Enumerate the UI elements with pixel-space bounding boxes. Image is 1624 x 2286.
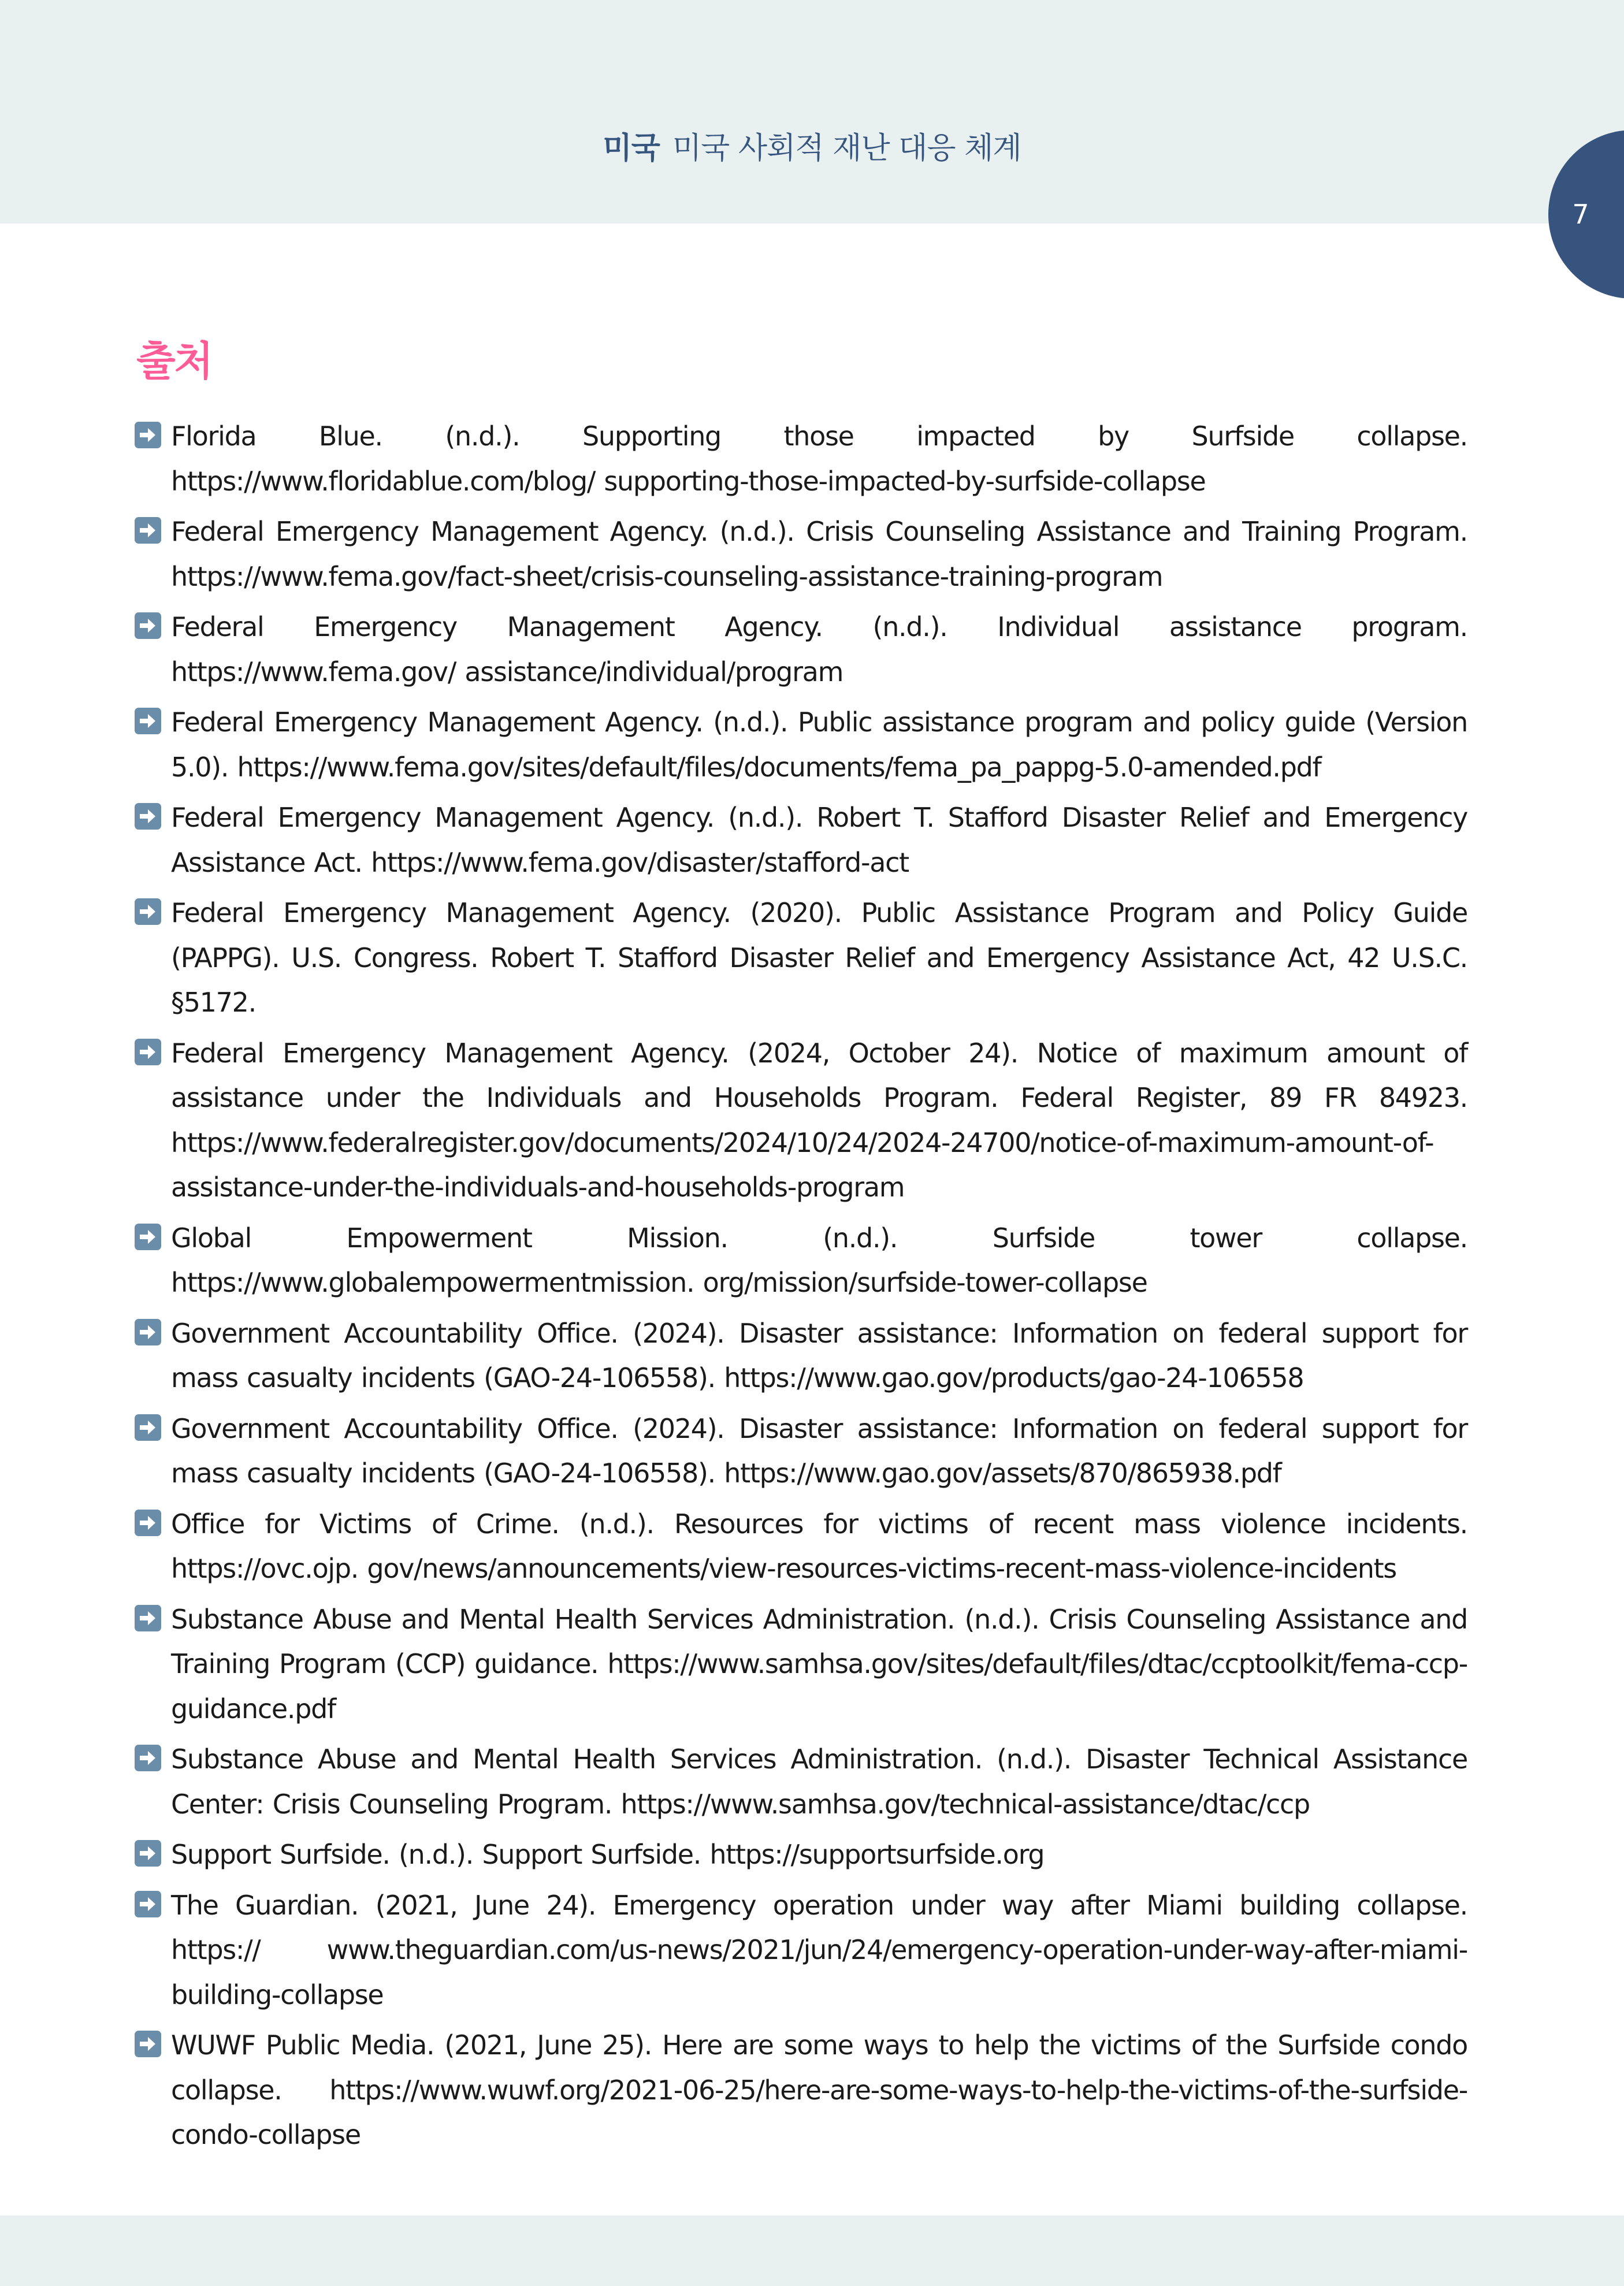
arrow-right-icon <box>135 1840 161 1867</box>
reference-item <box>127 1031 1467 1210</box>
arrow-right-icon <box>135 1319 161 1345</box>
reference-item <box>127 1737 1467 1827</box>
reference-text: Florida Blue. (n.d.). Supporting those impacted by Surfside collapse. https://www.floridablue.com/blog/ supporting-those-impacted-by-surfside-collapse <box>171 421 1467 497</box>
reference-text: Support Surfside. (n.d.). Support Surfside. https://supportsurfside.org <box>171 1839 1045 1870</box>
arrow-right-icon <box>135 1891 161 1917</box>
arrow-right-icon <box>135 898 161 925</box>
reference-list <box>127 414 1467 2164</box>
reference-item <box>127 1832 1467 1878</box>
arrow-right-icon <box>135 803 161 830</box>
reference-text: Global Empowerment Mission. (n.d.). Surfside tower collapse. https://www.globalempowermentmission. org/mission/surfside-tower-collapse <box>171 1222 1467 1298</box>
reference-item <box>127 700 1467 790</box>
arrow-right-icon <box>135 612 161 639</box>
arrow-right-icon <box>135 1414 161 1441</box>
reference-item <box>127 1407 1467 1496</box>
reference-text: Federal Emergency Management Agency. (n.d.). Crisis Counseling Assistance and Training Program. https://www.fema.gov/fact-sheet/crisis-counseling-assistance-training-program <box>171 516 1467 592</box>
reference-item <box>127 414 1467 504</box>
reference-text: Office for Victims of Crime. (n.d.). Resources for victims of recent mass violence incidents. https://ovc.ojp. gov/news/announcements/view-resources-victims-recent-mass-violence-incidents <box>171 1508 1467 1584</box>
reference-item <box>127 1502 1467 1592</box>
arrow-right-icon <box>135 422 161 448</box>
reference-text: WUWF Public Media. (2021, June 25). Here are some ways to help the victims of the Surfside condo collapse. https://www.wuwf.org/2021-06-25/here-are-some-ways-to-help-the-victims-of-the-surfside-condo-collapse <box>171 2029 1467 2150</box>
arrow-right-icon <box>135 1039 161 1065</box>
reference-text: Federal Emergency Management Agency. (n.d.). Robert T. Stafford Disaster Relief and Emergency Assistance Act. https://www.fema.gov/disaster/stafford-act <box>171 802 1467 878</box>
reference-item <box>127 796 1467 885</box>
arrow-right-icon <box>135 1605 161 1631</box>
reference-item <box>127 510 1467 599</box>
reference-item <box>127 605 1467 694</box>
header-country: 미국 <box>603 131 660 166</box>
reference-text: The Guardian. (2021, June 24). Emergency operation under way after Miami building collapse. https:// www.theguardian.com/us-news/2021/jun/24/emergency-operation-under-way-after-miami-building-collapse <box>171 1889 1467 2010</box>
arrow-right-icon <box>135 1224 161 1250</box>
reference-text: Substance Abuse and Mental Health Services Administration. (n.d.). Disaster Technical Assistance Center: Crisis Counseling Program. https://www.samhsa.gov/technical-assistance/dtac/ccp <box>171 1744 1467 1820</box>
footer-band <box>0 2216 1624 2286</box>
reference-item <box>127 2023 1467 2158</box>
reference-text: Government Accountability Office. (2024). Disaster assistance: Information on federal support for mass casualty incidents (GAO-24-106558). https://www.gao.gov/assets/870/865938.pdf <box>171 1413 1467 1489</box>
reference-text: Federal Emergency Management Agency. (2020). Public Assistance Program and Policy Guide (PAPPG). U.S. Congress. Robert T. Stafford Disaster Relief and Emergency Assistance Act, 42 U.S.C. §5172. <box>171 897 1467 1018</box>
header-band <box>0 0 1624 224</box>
arrow-right-icon <box>135 2031 161 2057</box>
arrow-right-icon <box>135 1745 161 1771</box>
reference-item <box>127 1883 1467 2018</box>
section-title: 출처 <box>136 337 213 385</box>
running-header <box>0 122 1624 174</box>
reference-text: Federal Emergency Management Agency. (2024, October 24). Notice of maximum amount of assistance under the Individuals and Households Program. Federal Register, 89 FR 84923. https://www.federalregister.gov/documents/2024/10/24/2024-24700/notice-of-maximum-amount-of-assistance-under-the-individuals-and-households-program <box>171 1037 1467 1203</box>
arrow-right-icon <box>135 1510 161 1536</box>
reference-text: Federal Emergency Management Agency. (n.d.). Public assistance program and policy guide (Version 5.0). https://www.fema.gov/sites/default/files/documents/fema_pa_pappg-5.0-amended.pdf <box>171 707 1467 783</box>
page-number: 7 <box>1572 199 1589 230</box>
header-title: 미국 사회적 재난 대응 체계 <box>672 131 1021 166</box>
reference-text: Government Accountability Office. (2024). Disaster assistance: Information on federal support for mass casualty incidents (GAO-24-106558). https://www.gao.gov/products/gao-24-106558 <box>171 1317 1467 1393</box>
reference-text: Substance Abuse and Mental Health Services Administration. (n.d.). Crisis Counseling Assistance and Training Program (CCP) guidance. https://www.samhsa.gov/sites/default/files/dtac/ccptoolkit/fema-ccp-guidance.pdf <box>171 1603 1467 1724</box>
reference-text: Federal Emergency Management Agency. (n.d.). Individual assistance program. https://www.fema.gov/ assistance/individual/program <box>171 611 1467 687</box>
reference-item <box>127 891 1467 1025</box>
reference-item <box>127 1216 1467 1306</box>
arrow-right-icon <box>135 708 161 734</box>
reference-item <box>127 1597 1467 1732</box>
arrow-right-icon <box>135 517 161 544</box>
reference-item <box>127 1311 1467 1401</box>
